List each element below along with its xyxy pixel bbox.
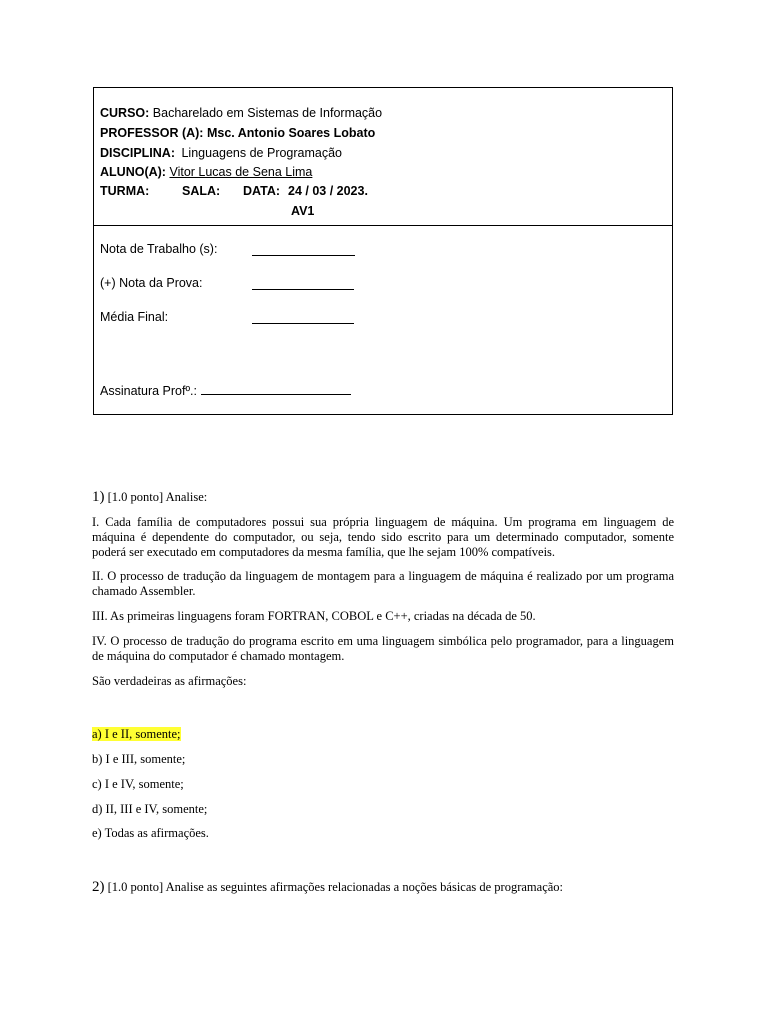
q1-option-a-label: a) I e II, somente; bbox=[92, 727, 181, 741]
turma-label: TURMA: bbox=[100, 184, 150, 198]
q1-number: 1) bbox=[92, 489, 105, 505]
q1-intro: [1.0 ponto] Analise: bbox=[107, 490, 208, 504]
data-value: 24 / 03 / 2023. bbox=[288, 184, 368, 198]
q1-prompt: São verdadeiras as afirmações: bbox=[92, 674, 247, 688]
q1-option-e[interactable]: e) Todas as afirmações. bbox=[92, 826, 209, 840]
exam-title: AV1 bbox=[291, 204, 315, 218]
aluno-value: Vitor Lucas de Sena Lima bbox=[169, 165, 313, 179]
curso-label: CURSO: bbox=[100, 106, 150, 120]
q2-number: 2) bbox=[92, 879, 105, 895]
media-final-blank[interactable] bbox=[252, 323, 354, 324]
nota-trabalho-row bbox=[100, 242, 360, 256]
q1-statement-1: I. Cada família de computadores possui sua própria linguagem de máquina. Um programa em linguagem de máquina é dependente do computador, ou seja, tendo sido escrito para um determinado computador, somente poderá ser executado em computadores da mesma família, que lhe sejam 100% compatíveis. bbox=[92, 515, 674, 559]
nota-prova-label: (+) Nota da Prova: bbox=[100, 276, 203, 290]
q1-option-a[interactable] bbox=[92, 727, 181, 742]
sala-label: SALA: bbox=[182, 184, 221, 198]
q1-heading bbox=[92, 490, 674, 505]
q1-option-b[interactable]: b) I e III, somente; bbox=[92, 752, 186, 766]
nota-trabalho-label: Nota de Trabalho (s): bbox=[100, 242, 218, 256]
professor-line bbox=[100, 126, 375, 140]
media-final-label: Média Final: bbox=[100, 310, 169, 324]
professor-label: PROFESSOR (A): bbox=[100, 126, 204, 140]
disciplina-value: Linguagens de Programação bbox=[181, 146, 343, 160]
curso-value: Bacharelado em Sistemas de Informação bbox=[152, 106, 383, 120]
nota-prova-blank[interactable] bbox=[252, 289, 354, 290]
q2-intro: [1.0 ponto] Analise as seguintes afirmações relacionadas a noções básicas de programação: bbox=[107, 880, 564, 894]
q1-option-d[interactable]: d) II, III e IV, somente; bbox=[92, 802, 208, 816]
q1-statement-2: II. O processo de tradução da linguagem de montagem para a linguagem de máquina é realizado por um programa chamado Assembler. bbox=[92, 569, 674, 598]
professor-value: Msc. Antonio Soares Lobato bbox=[206, 126, 376, 140]
nota-trabalho-blank[interactable] bbox=[252, 255, 355, 256]
exam-header-info bbox=[94, 88, 672, 226]
disciplina-label: DISCIPLINA: bbox=[100, 146, 175, 160]
assinatura-label: Assinatura Profº.: bbox=[100, 384, 197, 398]
assinatura-row bbox=[100, 382, 351, 398]
curso-line bbox=[100, 106, 382, 120]
exam-header-box bbox=[93, 87, 673, 415]
q1-option-c[interactable]: c) I e IV, somente; bbox=[92, 777, 184, 791]
assinatura-blank[interactable] bbox=[201, 382, 351, 395]
data-label: DATA: bbox=[243, 184, 281, 198]
nota-prova-row bbox=[100, 276, 360, 290]
q1-statement-4: IV. O processo de tradução do programa escrito em uma linguagem simbólica pelo programador, para a linguagem de máquina do computador é chamado montagem. bbox=[92, 634, 674, 663]
media-final-row bbox=[100, 310, 360, 324]
q1-statement-3: III. As primeiras linguagens foram FORTRAN, COBOL e C++, criadas na década de 50. bbox=[92, 609, 536, 623]
disciplina-line bbox=[100, 146, 342, 160]
q2-heading bbox=[92, 880, 674, 895]
aluno-line bbox=[100, 165, 312, 179]
aluno-label: ALUNO(A): bbox=[100, 165, 166, 179]
